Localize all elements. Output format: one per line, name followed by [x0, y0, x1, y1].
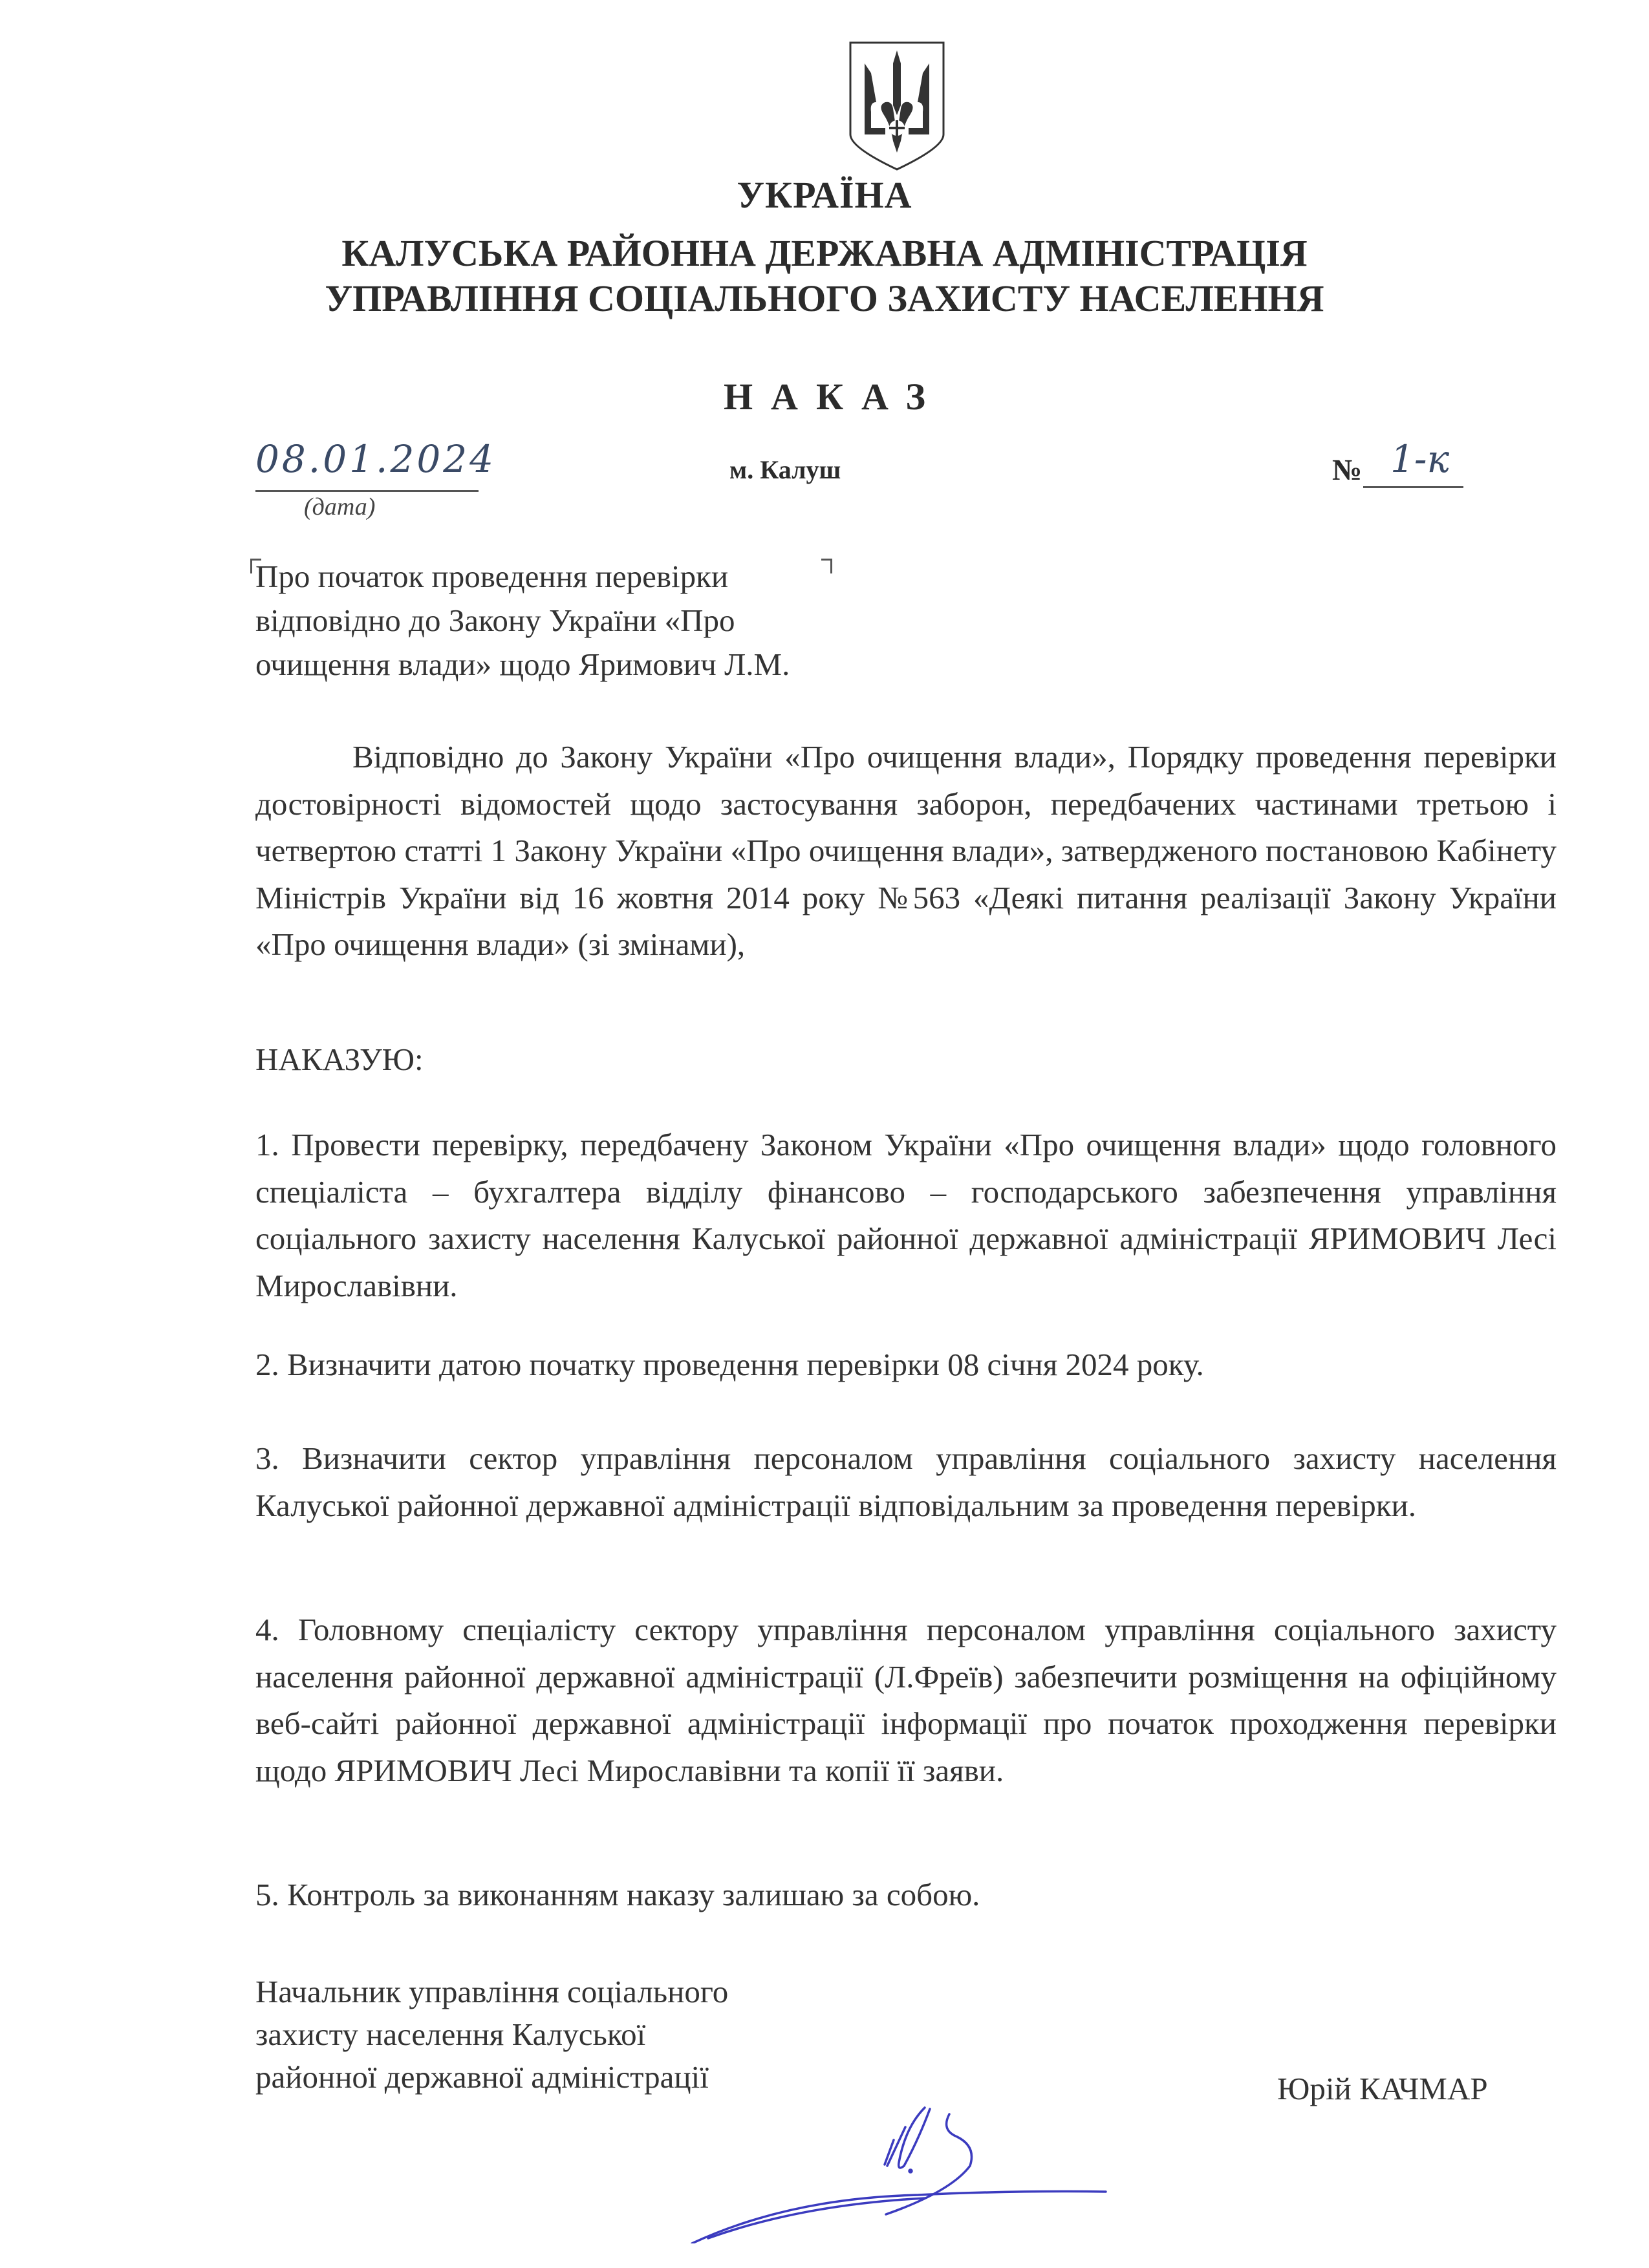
signer-name: Юрій КАЧМАР [1277, 2071, 1488, 2106]
subject-line: відповідно до Закону України «Про [255, 603, 735, 638]
order-item-1: 1. Провести перевірку, передбачену Законом України «Про очищення влади» щодо головного спеціаліста – бухгалтера відділу фінансово – господарського забезпечення управління соціального захисту населення Калуської районної державної адміністрації ЯРИМОВИЧ Лесі Мирославівни. [255, 1127, 1557, 1303]
trident-coat-of-arms-icon [845, 37, 949, 173]
position-line: Начальник управління соціального [255, 1974, 729, 2009]
department-name: УПРАВЛІННЯ СОЦІАЛЬНОГО ЗАХИСТУ НАСЕЛЕННЯ [325, 277, 1324, 319]
order-item-5: 5. Контроль за виконанням наказу залишаю за собою. [255, 1877, 980, 1912]
handwritten-order-number: 1-к [1390, 437, 1450, 481]
subject-bracket-left [250, 559, 261, 573]
date-underline [255, 490, 479, 492]
position-line: районної державної адміністрації [255, 2059, 709, 2095]
signer-position [255, 1971, 876, 2099]
order-item-2: 2. Визначити датою початку проведення перевірки 08 січня 2024 року. [255, 1347, 1204, 1382]
order-subject [255, 555, 876, 687]
subject-bracket-right [821, 559, 832, 573]
number-label: № [1332, 453, 1363, 486]
subject-line: очищення влади» щодо Яримович Л.М. [255, 647, 790, 682]
order-item-4: 4. Головному спеціалісту сектору управління персоналом управління соціального захисту населення районної державної адміністрації (Л.Фреїв) забезпечити розміщення на офіційному веб-сайті районної державної адміністрації інформації про початок проходження перевірки щодо ЯРИМОВИЧ Лесі Мирославівни та копії її заяви. [255, 1612, 1557, 1788]
number-underline [1363, 486, 1463, 488]
subject-line: Про початок проведення перевірки [255, 559, 729, 594]
handwritten-date: 08.01.2024 [255, 437, 497, 481]
handwritten-signature-icon [647, 2101, 1151, 2243]
city-label: м. Калуш [729, 455, 841, 484]
preamble-paragraph: Відповідно до Закону України «Про очищення влади», Порядку проведення перевірки достовірності відомостей щодо застосування заборон, передбачених частинами третьою і четвертою статті 1 Закону України «Про очищення влади», затвердженого постановою Кабінету Міністрів України від 16 жовтня 2014 року №563 «Деякі питання реалізації Закону України «Про очищення влади» (зі змінами), [255, 739, 1557, 962]
country-title: УКРАЇНА [737, 174, 912, 216]
document-type-title: НАКАЗ [723, 376, 944, 418]
date-caption: (дата) [304, 493, 376, 520]
order-keyword: НАКАЗУЮ: [255, 1042, 424, 1077]
organization-name: КАЛУСЬКА РАЙОННА ДЕРЖАВНА АДМІНІСТРАЦІЯ [341, 232, 1308, 274]
position-line: захисту населення Калуської [255, 2017, 646, 2052]
order-item-3: 3. Визначити сектор управління персоналом управління соціального захисту населення Калуської районної державної адміністрації відповідальним за проведення перевірки. [255, 1440, 1557, 1523]
